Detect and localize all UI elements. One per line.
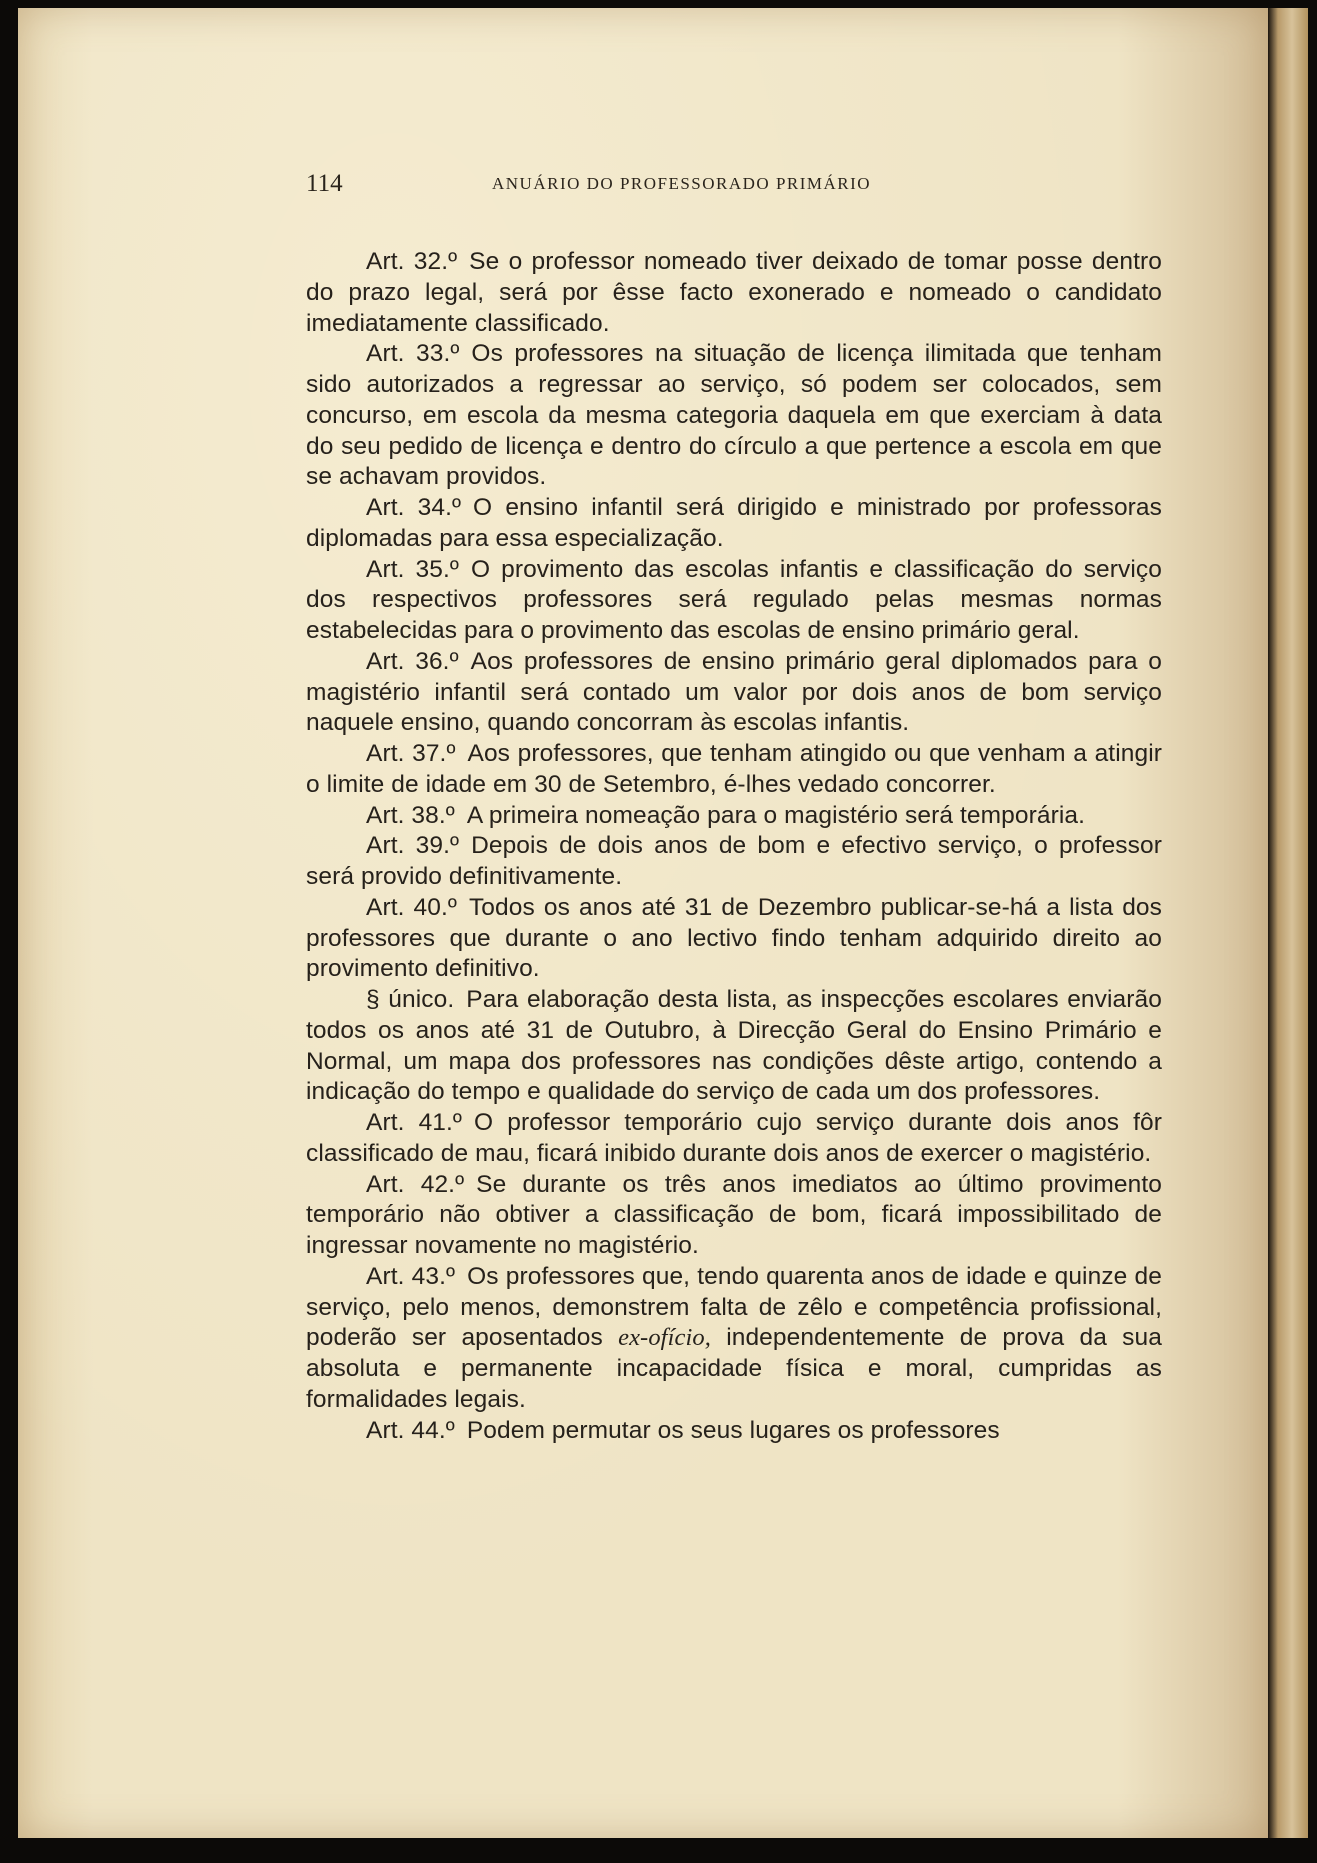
article-text: Se durante os três anos imediatos ao último provimento temporário não obtiver a classificação de bom, ficará impossibilitado de ingressar novamente no magistério. (306, 1170, 1163, 1259)
article-label: Art. 42.º (366, 1170, 465, 1198)
article-34 (306, 493, 1162, 555)
article-38 (306, 801, 1162, 832)
article-label: Art. 36.º (366, 647, 459, 675)
article-text: Depois de dois anos de bom e efectivo serviço, o professor será provido definitivamente. (306, 832, 1162, 890)
article-text: O provimento das escolas infantis e classificação do serviço dos respectivos professores será regulado pelas mesmas normas estabelecidas para o provimento das escolas de ensino primário geral. (306, 555, 1163, 644)
article-text: Para elaboração desta lista, as inspecções escolares enviarão todos os anos até 31 de Outubro, à Direcção Geral do Ensino Primário e Normal, um mapa dos professores nas condições dêste artigo, contendo a indicação do tempo e qualidade do serviço de cada um dos professores. (306, 986, 1162, 1106)
article-text: A primeira nomeação para o magistério será temporária. (466, 801, 1086, 829)
body-text (306, 247, 1162, 1446)
article-label: Art. 41.º (366, 1109, 462, 1136)
page-header (306, 170, 974, 198)
article-label: Art. 38.º (366, 801, 455, 829)
article-text: Os professores na situação de licença ilimitada que tenham sido autorizados a regressar ao serviço, só podem ser colocados, sem concurso, em escola da mesma categoria daquela em que exerciam à data do seu pedido de licença e dentro do círculo a que pertence a escola em que se achavam providos. (306, 340, 1163, 491)
article-40 (306, 893, 1162, 985)
article-text: Aos professores de ensino primário geral diplomados para o magistério infantil será contado um valor por dois anos de bom serviço naquele ensino, quando concorram às escolas infantis. (306, 647, 1162, 737)
article-text: Aos professores, que tenham atingido ou que venham a atingir o limite de idade em 30 de Setembro, é-lhes vedado concorrer. (306, 740, 1162, 798)
article-text: Todos os anos até 31 de Dezembro publicar-se-há a lista dos professores que durante o ano lectivo findo tenham adquirido direito ao provimento definitivo. (306, 893, 1162, 983)
article-text: O ensino infantil será dirigido e ministrado por professoras diplomadas para essa especialização. (306, 494, 1163, 552)
article-43 (306, 1262, 1162, 1416)
article-text-italic: ex-ofício, (618, 1324, 711, 1352)
article-35 (306, 555, 1162, 647)
article-label: Art. 33.º (366, 340, 460, 368)
page-number: 114 (306, 170, 343, 197)
article-text: Se o professor nomeado tiver deixado de tomar posse dentro do prazo legal, será por êsse facto exonerado e nomeado o candidato imediatamente classificado. (306, 248, 1162, 337)
article-text: independentemente de prova da sua absoluta e permanente incapacidade física e moral, cumpridas as formalidades legais. (306, 1324, 1162, 1413)
article-44 (306, 1416, 1162, 1447)
article-text: Os professores que, tendo quarenta anos de idade e quinze de serviço, pelo menos, demonstrem falta de zêlo e competência profissional, poderão ser aposentados (306, 1262, 1162, 1352)
book-spine (1268, 8, 1308, 1838)
article-37 (306, 739, 1162, 801)
article-text: O professor temporário cujo serviço durante dois anos fôr classificado de mau, ficará inibido durante dois anos de exercer o magistério. (306, 1109, 1163, 1167)
article-41 (306, 1108, 1162, 1170)
article-label: § único. (366, 986, 455, 1013)
article-label: Art. 40.º (366, 893, 457, 921)
article-33 (306, 339, 1162, 493)
paragraph-unico (306, 985, 1162, 1108)
article-42 (306, 1170, 1162, 1262)
article-label: Art. 43.º (366, 1262, 456, 1290)
article-label: Art. 37.º (366, 740, 456, 767)
running-title: ANUÁRIO DO PROFESSORADO PRIMÁRIO (492, 174, 872, 193)
article-label: Art. 35.º (366, 555, 459, 583)
article-label: Art. 39.º (366, 832, 460, 860)
article-36 (306, 647, 1162, 739)
article-32 (306, 247, 1162, 339)
article-label: Art. 32.º (366, 248, 458, 275)
article-label: Art. 34.º (366, 494, 462, 521)
article-label: Art. 44.º (366, 1416, 455, 1444)
article-39 (306, 831, 1162, 893)
article-text: Podem permutar os seus lugares os professores (466, 1416, 1000, 1444)
